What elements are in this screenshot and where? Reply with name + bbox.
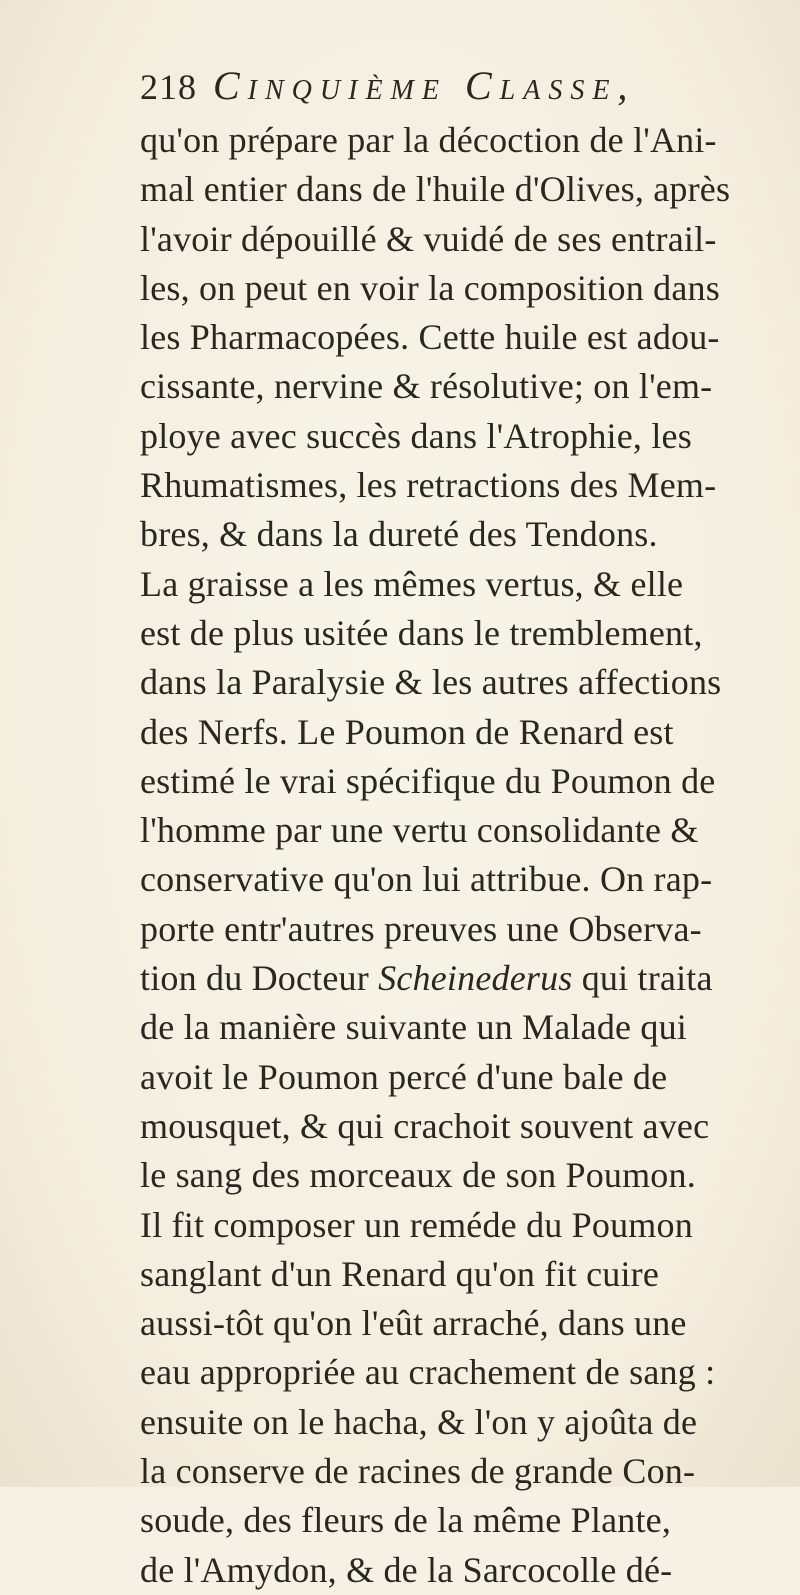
text-line: bres, & dans la dureté des Tendons. [140, 514, 658, 555]
text-segment: qui traita [572, 958, 713, 999]
text-segment: tion du Docteur [140, 958, 379, 999]
text-line: ensuite on le hacha, & l'on y ajoûta de [140, 1401, 698, 1442]
text-line: les, on peut en voir la composition dans [140, 267, 720, 308]
text-line: avoit le Poumon percé d'une bale de [140, 1056, 668, 1097]
text-line: est de plus usitée dans le tremblement, [140, 612, 703, 653]
text-line: mal entier dans de l'huile d'Olives, après [140, 169, 731, 210]
text-line: ploye avec succès dans l'Atrophie, les [140, 415, 692, 456]
text-line: de l'Amydon, & de la Sarcocolle dé- [140, 1549, 673, 1590]
text-line: conservative qu'on lui attribue. On rap- [140, 859, 713, 900]
text-line: de la manière suivante un Malade qui [140, 1007, 688, 1048]
text-line: le sang des morceaux de son Poumon. [140, 1155, 696, 1196]
text-line: sanglant d'un Renard qu'on fit cuire [140, 1253, 660, 1294]
text-line: la conserve de racines de grande Con- [140, 1451, 696, 1492]
text-line [140, 954, 780, 1003]
author-name-italic: Scheinederus [378, 958, 573, 999]
body-text [140, 116, 780, 1595]
page-number: 218 [140, 67, 197, 107]
text-line: porte entr'autres preuves une Observa- [140, 908, 702, 949]
text-line: soude, des fleurs de la même Plante, [140, 1500, 672, 1541]
page-header [140, 62, 760, 116]
text-line: Il fit composer un reméde du Poumon [140, 1204, 693, 1245]
text-line: l'avoir dépouillé & vuidé de ses entrail- [140, 218, 717, 259]
text-line: cissante, nervine & résolutive; on l'em- [140, 366, 713, 407]
text-line: La graisse a les mêmes vertus, & elle [140, 563, 684, 604]
text-line: les Pharmacopées. Cette huile est adou- [140, 317, 720, 358]
text-line: mousquet, & qui crachoit souvent avec [140, 1105, 710, 1146]
text-line: Rhumatismes, les retractions des Mem- [140, 465, 717, 506]
text-line: aussi-tôt qu'on l'eût arraché, dans une [140, 1303, 687, 1344]
text-line: qu'on prépare par la décoction de l'Ani- [140, 120, 717, 160]
text-line: l'homme par une vertu consolidante & [140, 810, 699, 851]
text-line: eau appropriée au crachement de sang : [140, 1352, 716, 1393]
text-line: des Nerfs. Le Poumon de Renard est [140, 711, 674, 752]
running-head: Cinquième Classe, [213, 63, 636, 108]
text-line: dans la Paralysie & les autres affections [140, 662, 722, 703]
text-line: estimé le vrai spécifique du Poumon de [140, 760, 716, 801]
